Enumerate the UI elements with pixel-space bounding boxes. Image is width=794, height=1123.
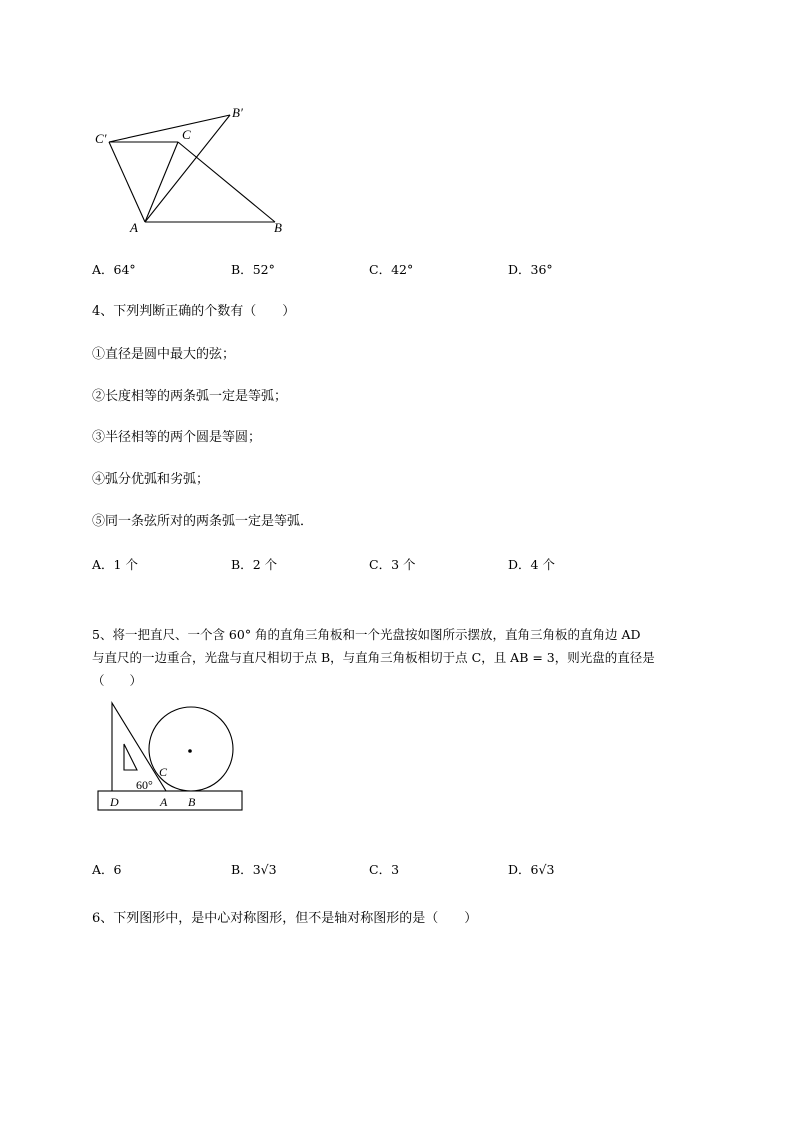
q6-stem: 6、下列图形中，是中心对称图形，但不是轴对称图形的是（ ） <box>92 911 478 926</box>
set-square-inner-triangle <box>124 744 137 770</box>
ruler-triangle-disc-figure <box>90 695 260 820</box>
label-angle-60: 60° <box>136 778 153 792</box>
q5-option-a[interactable] <box>92 860 121 880</box>
q3-option-a-text: 64° <box>113 262 136 277</box>
q3-option-a-letter: A． <box>92 262 114 277</box>
label-point-B: B <box>188 795 196 809</box>
q4-statement-2: ②长度相等的两条弧一定是等弧； <box>92 389 288 404</box>
q3-option-d[interactable] <box>508 260 553 280</box>
q3-option-b-letter: B． <box>231 262 253 277</box>
segment-C-B <box>178 142 275 222</box>
q5-option-b[interactable] <box>231 860 277 880</box>
q4-option-c-text: 3 个 <box>391 557 416 572</box>
q4-option-b-letter: B． <box>231 557 253 572</box>
q4-statement-1: ①直径是圆中最大的弦； <box>92 347 236 362</box>
q4-statement-4: ④弧分优弧和劣弧； <box>92 472 210 487</box>
q5-stem-line-2: 与直尺的一边重合，光盘与直尺相切于点 B，与直角三角板相切于点 C，且 AB = 3，则光盘的直径是 <box>92 650 655 665</box>
label-point-D: D <box>110 795 119 809</box>
label-A: A <box>130 220 138 235</box>
segment-C-A <box>145 142 178 222</box>
q5-option-c-letter: C． <box>369 862 392 877</box>
q4-option-b[interactable] <box>231 555 277 575</box>
label-point-A: A <box>160 795 168 809</box>
label-C-prime: C′ <box>95 131 107 146</box>
q5-option-b-text: 3√3 <box>252 862 277 877</box>
disc-center-dot <box>188 749 192 753</box>
label-B-prime: B′ <box>232 105 243 120</box>
q3-option-c-letter: C． <box>369 262 392 277</box>
q5-option-d[interactable] <box>508 860 554 880</box>
q3-option-c-text: 42° <box>391 262 414 277</box>
q5-option-b-letter: B． <box>231 862 253 877</box>
q5-option-d-text: 6√3 <box>530 862 555 877</box>
q5-stem-line-3: （ ） <box>92 673 143 688</box>
q4-option-a[interactable] <box>92 555 138 575</box>
q4-option-b-text: 2 个 <box>252 557 278 572</box>
q3-option-c[interactable] <box>369 260 413 280</box>
q4-option-a-letter: A． <box>92 557 114 572</box>
q4-statement-3: ③半径相等的两个圆是等圆； <box>92 430 262 445</box>
q5-option-c[interactable] <box>369 860 399 880</box>
label-C: C <box>182 127 191 142</box>
label-B: B <box>274 220 282 235</box>
q5-option-c-text: 3 <box>391 862 400 877</box>
q5-stem-line-1: 5、将一把直尺、一个含 60° 角的直角三角板和一个光盘按如图所示摆放，直角三角板的直角边 AD <box>92 627 641 642</box>
q5-option-a-text: 6 <box>113 862 122 877</box>
rotation-triangle-figure <box>90 100 290 240</box>
q4-statement-5: ⑤同一条弦所对的两条弧一定是等弧． <box>92 514 314 529</box>
q3-option-b[interactable] <box>231 260 275 280</box>
q4-option-d[interactable] <box>508 555 555 575</box>
label-point-C: C <box>159 765 168 779</box>
q3-option-a[interactable] <box>92 260 136 280</box>
ruler-rect <box>98 791 242 810</box>
q5-option-a-letter: A． <box>92 862 114 877</box>
q5-option-d-letter: D． <box>508 862 531 877</box>
segment-Cprime-A <box>109 142 145 222</box>
q3-option-d-text: 36° <box>530 262 553 277</box>
q3-option-b-text: 52° <box>252 262 275 277</box>
q4-option-c[interactable] <box>369 555 416 575</box>
q4-option-d-letter: D． <box>508 557 531 572</box>
q4-option-c-letter: C． <box>369 557 392 572</box>
q4-stem: 4、下列判断正确的个数有（ ） <box>92 304 296 319</box>
q3-option-d-letter: D． <box>508 262 531 277</box>
q4-option-a-text: 1 个 <box>113 557 138 572</box>
q4-option-d-text: 4 个 <box>530 557 555 572</box>
